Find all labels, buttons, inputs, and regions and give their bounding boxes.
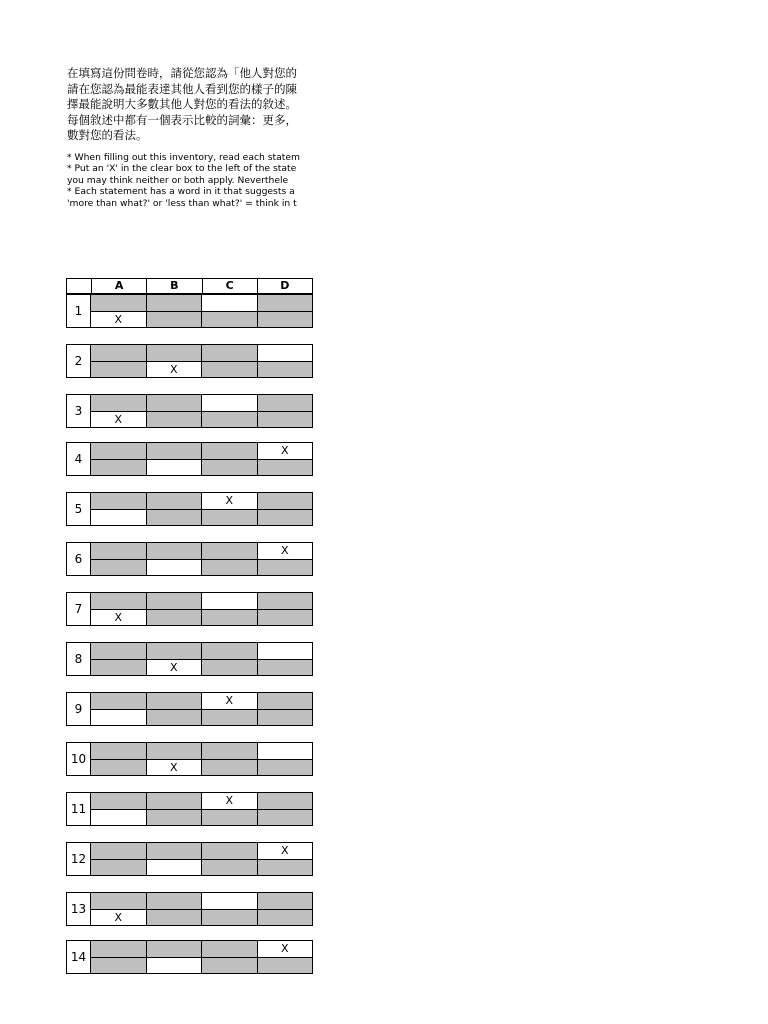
instruction-zh-line: 數對您的看法。 <box>67 128 148 142</box>
column-header-row <box>66 278 313 294</box>
shaded-cell <box>202 543 258 559</box>
item-5 <box>66 492 313 526</box>
shaded-cell <box>202 610 258 626</box>
shaded-cell <box>258 910 313 926</box>
instruction-en-line: * Each statement has a word in it that suggests a <box>67 186 295 197</box>
answer-checkbox[interactable] <box>202 395 258 411</box>
answer-checkbox[interactable]: X <box>258 443 313 459</box>
shaded-cell <box>147 593 203 609</box>
shaded-cell <box>147 312 203 328</box>
item-number: 9 <box>67 693 91 725</box>
shaded-cell <box>258 493 313 509</box>
shaded-cell <box>202 560 258 576</box>
shaded-cell <box>258 312 313 328</box>
item-number: 3 <box>67 395 91 427</box>
item-number: 5 <box>67 493 91 525</box>
shaded-cell <box>202 312 258 328</box>
shaded-cell <box>258 793 313 809</box>
item-number: 2 <box>67 345 91 377</box>
answer-checkbox[interactable] <box>202 295 258 311</box>
shaded-cell <box>91 493 147 509</box>
answer-checkbox[interactable]: X <box>91 610 147 626</box>
column-header-c: C <box>203 279 258 293</box>
shaded-cell <box>202 941 258 957</box>
shaded-cell <box>91 843 147 859</box>
answer-checkbox[interactable]: X <box>91 910 147 926</box>
answer-checkbox[interactable] <box>147 958 203 974</box>
shaded-cell <box>258 560 313 576</box>
shaded-cell <box>258 958 313 974</box>
answer-grid <box>66 278 313 974</box>
shaded-cell <box>91 958 147 974</box>
shaded-cell <box>202 760 258 776</box>
item-3 <box>66 394 313 428</box>
answer-checkbox[interactable] <box>147 560 203 576</box>
shaded-cell <box>258 893 313 909</box>
answer-checkbox[interactable] <box>91 810 147 826</box>
item-6 <box>66 542 313 576</box>
shaded-cell <box>91 941 147 957</box>
answer-checkbox[interactable] <box>202 593 258 609</box>
instruction-zh-line: 每個敘述中都有一個表示比較的詞彙：更多， <box>67 112 297 127</box>
shaded-cell <box>147 910 203 926</box>
answer-checkbox[interactable] <box>91 510 147 526</box>
shaded-cell <box>91 760 147 776</box>
answer-checkbox[interactable] <box>258 345 313 361</box>
answer-checkbox[interactable]: X <box>91 312 147 328</box>
shaded-cell <box>258 693 313 709</box>
english-instructions <box>67 152 313 210</box>
shaded-cell <box>258 412 313 428</box>
item-number: 14 <box>67 941 91 973</box>
answer-checkbox[interactable]: X <box>258 941 313 957</box>
item-number: 12 <box>67 843 91 875</box>
instruction-zh-line: 請在您認為最能表達其他人看到您的樣子的陳 <box>67 81 297 96</box>
shaded-cell <box>91 593 147 609</box>
shaded-cell <box>147 493 203 509</box>
shaded-cell <box>147 543 203 559</box>
shaded-cell <box>147 710 203 726</box>
item-12 <box>66 842 313 876</box>
shaded-cell <box>202 743 258 759</box>
shaded-cell <box>91 345 147 361</box>
shaded-cell <box>258 460 313 476</box>
item-number: 8 <box>67 643 91 675</box>
shaded-cell <box>147 443 203 459</box>
shaded-cell <box>91 893 147 909</box>
shaded-cell <box>202 860 258 876</box>
item-11 <box>66 792 313 826</box>
shaded-cell <box>202 510 258 526</box>
item-9 <box>66 692 313 726</box>
shaded-cell <box>202 345 258 361</box>
column-header-a: A <box>92 279 147 293</box>
shaded-cell <box>202 843 258 859</box>
item-1 <box>66 294 313 328</box>
answer-checkbox[interactable] <box>147 860 203 876</box>
shaded-cell <box>258 510 313 526</box>
instructions <box>67 66 313 209</box>
answer-checkbox[interactable]: X <box>202 493 258 509</box>
shaded-cell <box>147 843 203 859</box>
answer-checkbox[interactable] <box>147 460 203 476</box>
item-14 <box>66 940 313 974</box>
shaded-cell <box>91 395 147 411</box>
shaded-cell <box>147 893 203 909</box>
shaded-cell <box>91 793 147 809</box>
shaded-cell <box>258 610 313 626</box>
shaded-cell <box>202 443 258 459</box>
header-corner-cell <box>67 279 92 293</box>
answer-checkbox[interactable] <box>202 893 258 909</box>
item-10 <box>66 742 313 776</box>
shaded-cell <box>258 362 313 378</box>
shaded-cell <box>202 910 258 926</box>
shaded-cell <box>147 643 203 659</box>
answer-checkbox[interactable]: X <box>91 412 147 428</box>
item-number: 4 <box>67 443 91 475</box>
shaded-cell <box>147 810 203 826</box>
item-number: 11 <box>67 793 91 825</box>
answer-checkbox[interactable]: X <box>258 543 313 559</box>
item-number: 13 <box>67 893 91 925</box>
shaded-cell <box>258 395 313 411</box>
shaded-cell <box>147 693 203 709</box>
shaded-cell <box>202 460 258 476</box>
item-7 <box>66 592 313 626</box>
item-list <box>66 294 313 974</box>
shaded-cell <box>91 460 147 476</box>
shaded-cell <box>202 643 258 659</box>
instruction-en-line: 'more than what?' or 'less than what?' = think in t <box>67 197 297 209</box>
answer-checkbox[interactable] <box>258 743 313 759</box>
shaded-cell <box>91 560 147 576</box>
answer-checkbox[interactable]: X <box>202 693 258 709</box>
shaded-cell <box>258 810 313 826</box>
shaded-cell <box>91 543 147 559</box>
instruction-en-line: you may think neither or both apply. Neverthele <box>67 174 289 186</box>
shaded-cell <box>258 760 313 776</box>
shaded-cell <box>258 860 313 876</box>
instruction-zh-line: 擇最能說明大多數其他人對您的看法的敘述。 <box>67 97 297 111</box>
instruction-en-line: * Put an 'X' in the clear box to the left of the state <box>67 163 297 174</box>
shaded-cell <box>258 593 313 609</box>
shaded-cell <box>91 743 147 759</box>
item-2 <box>66 344 313 378</box>
answer-checkbox[interactable] <box>258 643 313 659</box>
shaded-cell <box>147 941 203 957</box>
instruction-en-line: * When filling out this inventory, read each statem <box>67 151 300 163</box>
shaded-cell <box>147 412 203 428</box>
shaded-cell <box>147 510 203 526</box>
shaded-cell <box>147 743 203 759</box>
chinese-instructions <box>67 66 313 144</box>
shaded-cell <box>147 395 203 411</box>
shaded-cell <box>202 412 258 428</box>
answer-checkbox[interactable]: X <box>147 660 203 676</box>
shaded-cell <box>91 295 147 311</box>
shaded-cell <box>202 958 258 974</box>
shaded-cell <box>202 710 258 726</box>
shaded-cell <box>147 295 203 311</box>
item-number: 10 <box>67 743 91 775</box>
shaded-cell <box>91 860 147 876</box>
column-header-b: B <box>147 279 202 293</box>
shaded-cell <box>147 793 203 809</box>
shaded-cell <box>91 693 147 709</box>
item-number: 6 <box>67 543 91 575</box>
shaded-cell <box>258 710 313 726</box>
item-number: 7 <box>67 593 91 625</box>
shaded-cell <box>258 295 313 311</box>
answer-checkbox[interactable]: X <box>147 760 203 776</box>
shaded-cell <box>202 810 258 826</box>
shaded-cell <box>147 345 203 361</box>
shaded-cell <box>258 660 313 676</box>
column-header-d: D <box>280 279 290 292</box>
answer-checkbox[interactable]: X <box>147 362 203 378</box>
shaded-cell <box>202 362 258 378</box>
shaded-cell <box>91 643 147 659</box>
shaded-cell <box>202 660 258 676</box>
item-13 <box>66 892 313 926</box>
shaded-cell <box>91 362 147 378</box>
instruction-zh-line: 在填寫這份問卷時，請從您認為「他人對您的 <box>67 66 297 80</box>
shaded-cell <box>91 443 147 459</box>
item-number: 1 <box>67 295 91 327</box>
answer-checkbox[interactable]: X <box>258 843 313 859</box>
shaded-cell <box>147 610 203 626</box>
shaded-cell <box>91 660 147 676</box>
answer-checkbox[interactable] <box>91 710 147 726</box>
answer-checkbox[interactable]: X <box>202 793 258 809</box>
item-8 <box>66 642 313 676</box>
item-4 <box>66 442 313 476</box>
